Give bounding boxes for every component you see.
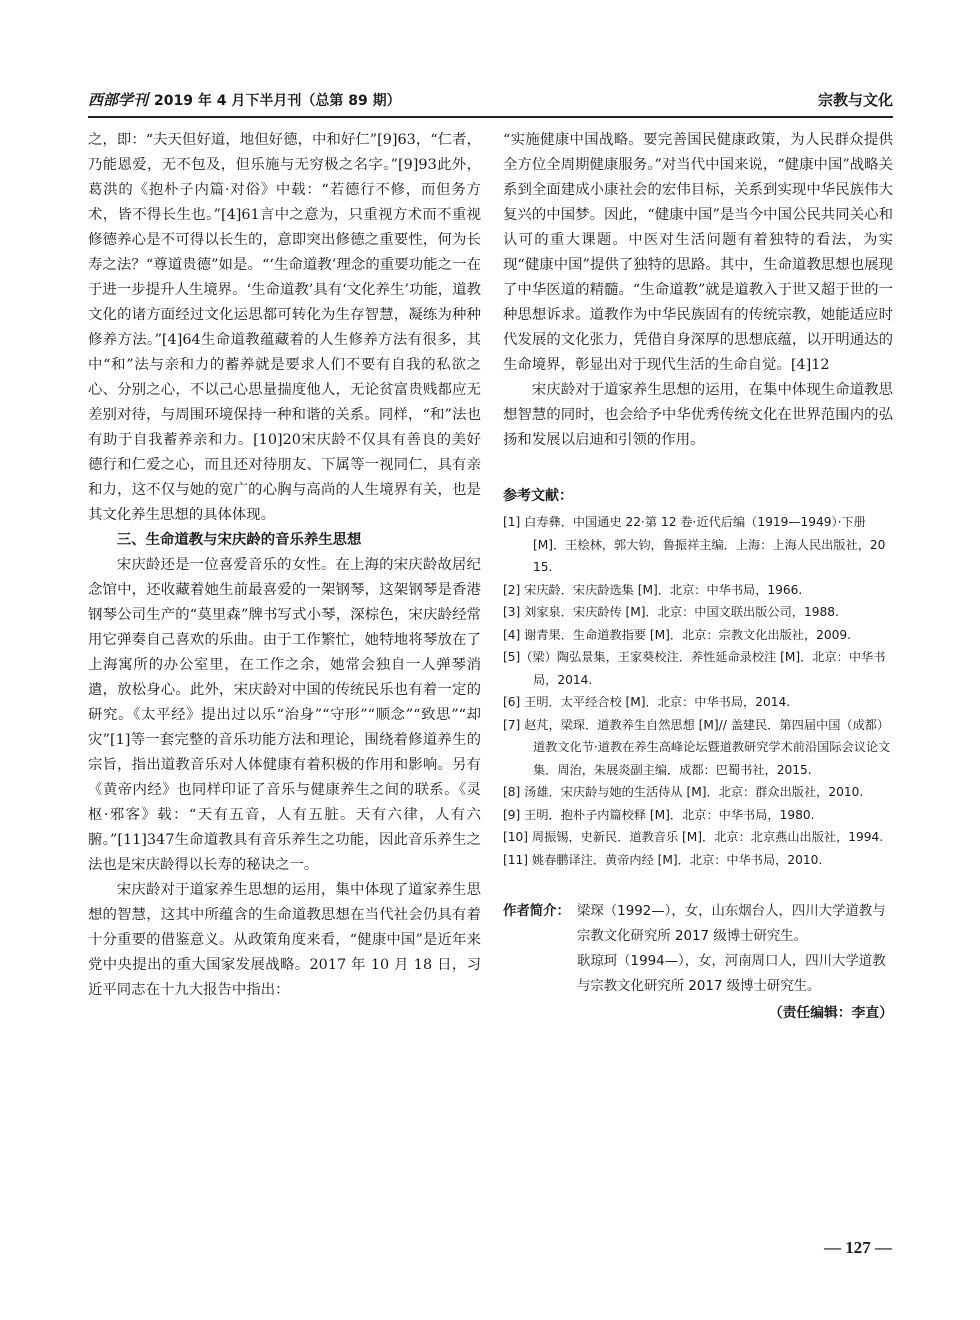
body-paragraph: 宋庆龄对于道家养生思想的运用，集中体现了道家养生思想的智慧，这其中所蕴含的生命道教思想在当代社会仍具有着十分重要的借鉴意义。从政策角度来看，“健康中国”是近年来党中央提出的重大国家发展战略。2017 年 10 月 18 日，习近平同志在十九大报告中指出： (88, 882, 481, 998)
section-name: 宗教与文化 (817, 91, 893, 109)
reference-item: [4] 谢青果．生命道教指要 [M]．北京：宗教文化出版社，2009. (503, 627, 852, 642)
reference-item: [7] 赵芃，梁琛．道教养生自然思想 [M]// 盖建民．第四届中国（成都）道教文化节·道教在养生高峰论坛暨道教研究学术前沿国际会议论文集．周治，朱展炎副主编．成都：巴蜀书社，2015. (503, 717, 891, 777)
body-paragraph: 宋庆龄还是一位喜爱音乐的女性。在上海的宋庆龄故居纪念馆中，还收藏着她生前最喜爱的一架钢琴，这架钢琴是香港钢琴公司生产的“莫里森”牌书写式小琴，深棕色，宋庆龄经常用它弹奏自己喜欢的乐曲。由于工作繁忙，她特地将琴放在了上海寓所的办公室里，在工作之余，她常会独自一人弹琴消遣，放松身心。此外，宋庆龄对中国的传统民乐也有着一定的研究。《太平经》提出过以乐“治身”“守形”“顺念”“致思”“却灾”[1]等一套完整的音乐功能方法和理论，围绕着修道养生的宗旨，指出道教音乐对人体健康有着积极的作用和影响。另有《黄帝内经》也同样印证了音乐与健康养生之间的联系。《灵枢·邪客》载：“天有五音，人有五脏。天有六律，人有六腑。”[11]347生命道教具有音乐养生之功能，因此音乐养生之法也是宋庆龄得以长寿的秘诀之一。 (88, 557, 481, 873)
running-header (88, 86, 893, 118)
right-column (503, 128, 893, 1026)
author-second: 耿琼珂（1994—），女，河南周口人，四川大学道教与宗教文化研究所 2017 级博士研究生。 (577, 954, 886, 994)
author-label: 作者简介： (503, 904, 570, 919)
reference-item: [3] 刘家泉．宋庆龄传 [M]．北京：中国文联出版公司，1988. (503, 605, 839, 619)
references-heading: 参考文献： (503, 488, 573, 504)
body-paragraph: “实施健康中国战略。要完善国民健康政策，为人民群众提供全方位全周期健康服务。”对当代中国来说，“健康中国”战略关系到全面建成小康社会的宏伟目标，关系到实现中华民族伟大复兴的中国梦。因此，“健康中国”是当今中国公民共同关心和认可的重大课题。中医对生活问题有着独特的看法，为实现“健康中国”提供了独特的思路。其中，生命道教思想也展现了中华医道的精髓。“生命道教”就是道教入于世又超于世的一种思想诉求。道教作为中华民族固有的传统宗教，她能适应时代发展的文化张力，凭借自身深厚的思想底蕴，以开明通达的生命境界，彰显出对于现代生活的生命自觉。[4]12 (503, 132, 893, 373)
journal-name: 西部学刊 (88, 91, 149, 109)
reference-item: [1] 白寿彝．中国通史 22·第 12 卷·近代后编（1919—1949）·下册 [M]．王桧林，郭大钧，鲁振祥主编．上海：上海人民出版社，2015. (503, 515, 886, 574)
reference-item: [10] 周振锡，史新民．道教音乐 [M]．北京：北京燕山出版社，1994. (503, 830, 884, 844)
reference-item: [6] 王明．太平经合校 [M]．北京：中华书局，2014. (503, 695, 791, 709)
left-column (88, 128, 481, 1003)
reference-item: [9] 王明．抱朴子内篇校释 [M]．北京：中华书局，1980. (503, 807, 815, 822)
author-first: 梁琛（1992—），女，山东烟台人，四川大学道教与宗教文化研究所 2017 级博士研究生。 (577, 904, 886, 944)
body-paragraph: 宋庆龄对于道家养生思想的运用，在集中体现生命道教思想智慧的同时，也会给予中华优秀传统文化在世界范围内的弘扬和发展以启迪和引领的作用。 (503, 382, 893, 448)
section-heading: 三、生命道教与宋庆龄的音乐养生思想 (116, 532, 362, 548)
page-number: — 127 — (824, 1238, 892, 1257)
reference-list (503, 511, 893, 871)
responsible-editor: （责任编辑：李直） (768, 1005, 893, 1021)
reference-item: [11] 姚春鹏译注．黄帝内经 [M]．北京：中华书局，2010. (503, 852, 823, 867)
issue-info: 2019 年 4 月下半月刊（总第 89 期） (154, 93, 401, 109)
header-left (88, 89, 401, 110)
author-info (503, 899, 893, 1026)
reference-item: [8] 汤雄．宋庆龄与她的生活侍从 [M]．北京：群众出版社，2010. (503, 785, 864, 799)
reference-item: [5]（梁）陶弘景集，王家葵校注．养性延命录校注 [M]．北京：中华书局，2014. (503, 650, 886, 687)
reference-item: [2] 宋庆龄．宋庆龄选集 [M]．北京：中华书局，1966. (503, 582, 803, 597)
body-paragraph: 之，即：“夫天但好道，地但好德，中和好仁”[9]63，“仁者，乃能恩爱，无不包及，但乐施与无穷极之名字。”[9]93此外，葛洪的《抱朴子内篇·对俗》中载：“若德行不修，而但务方术，皆不得长生也。”[4]61言中之意为，只重视方术而不重视修德养心是不可得以长生的，意即突出修德之重要性，何为长寿之法？“尊道贵德”如是。“‘生命道教’理念的重要功能之一在于进一步提升人生境界。‘生命道教’具有‘文化养生’功能，道教文化的诸方面经过文化运思都可转化为生存智慧，凝练为种种修养方法。”[4]64生命道教蕴藏着的人生修养方法有很多，其中“和”法与亲和力的蓄养就是要求人们不要有自我的私欲之心、分别之心，不以己心思量揣度他人，无论贫富贵贱都应无差别对待，与周围环境保持一种和谐的关系。同样，“和”法也有助于自我蓄养亲和力。[10]20宋庆龄不仅具有善良的美好德行和仁爱之心，而且还对待朋友、下属等一视同仁，具有亲和力，这不仅与她的宽广的心胸与高尚的人生境界有关，也是其文化养生思想的具体体现。 (88, 132, 481, 523)
